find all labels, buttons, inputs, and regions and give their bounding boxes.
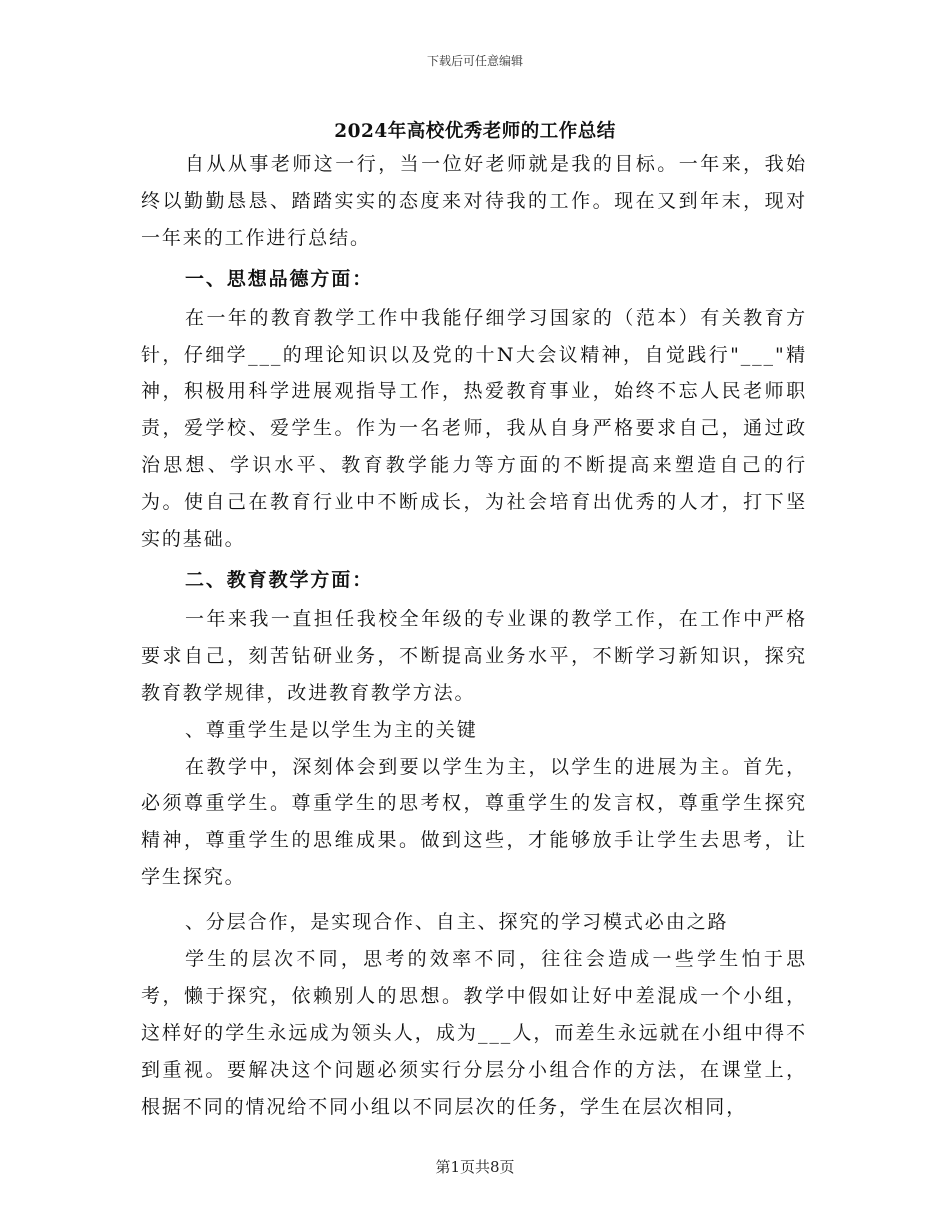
subheading-layered-cooperation: 、分层合作，是实现合作、自主、探究的学习模式必由之路 [185,911,729,934]
document-body [141,146,807,1126]
ideology-paragraph: 在一年的教育教学工作中我能仔细学习国家的（范本）有关教育方针，仔细学___的理论知识以及党的十N大会议精神，自觉践行"___"精神，积极用科学进展观指导工作，热爱教育事业，始终不忘人民老师职责，爱学校、爱学生。作为一名老师，我从自身严格要求自己，通过政治思想、学识水平、教育教学能力等方面的不断提高来塑造自己的行为。使自己在教育行业中不断成长，为社会培育出优秀的人才，打下坚实的基础。 [141,306,807,551]
section-heading-teaching: 二、教育教学方面： [185,568,374,591]
subheading-respect-students: 、尊重学生是以学生为主的关键 [185,718,478,741]
header-note: 下载后可任意编辑 [426,54,523,68]
page-number-footer: 第1页共8页 [435,1158,515,1176]
respect-students-paragraph: 在教学中，深刻体会到要以学生为主，以学生的进展为主。首先，必须尊重学生。尊重学生的思考权，尊重学生的发言权，尊重学生探究精神，尊重学生的思维成果。做到这些，才能够放手让学生去思考，让学生探究。 [141,755,807,889]
layered-cooperation-paragraph: 学生的层次不同，思考的效率不同，往往会造成一些学生怕于思考，懒于探究，依赖别人的思想。教学中假如让好中差混成一个小组，这样好的学生永远成为领头人，成为___人，而差生永远就在小组中得不到重视。要解决这个问题必须实行分层分小组合作的方法，在课堂上，根据不同的情况给不同小组以不同层次的任务，学生在层次相同， [141,948,807,1118]
intro-paragraph: 自从从事老师这一行，当一位好老师就是我的目标。一年来，我始终以勤勤恳恳、踏踏实实的态度来对待我的工作。现在又到年末，现对一年来的工作进行总结。 [141,153,807,249]
teaching-paragraph: 一年来我一直担任我校全年级的专业课的教学工作，在工作中严格要求自己，刻苦钻研业务，不断提高业务水平，不断学习新知识，探究教育教学规律，改进教育教学方法。 [141,607,807,704]
section-heading-ideology: 一、思想品德方面： [185,267,374,290]
document-title: 2024年高校优秀老师的工作总结 [334,121,616,142]
